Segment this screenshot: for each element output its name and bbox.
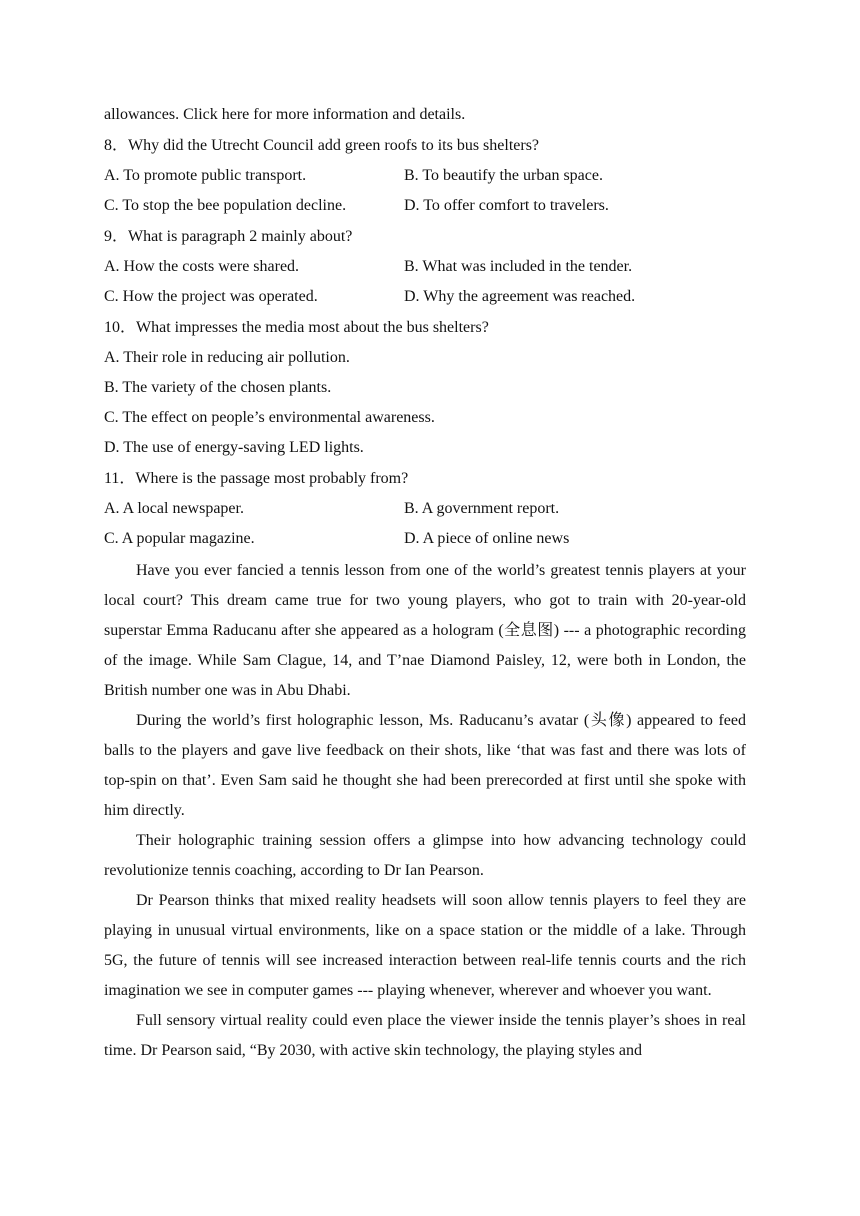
question-10-option-d[interactable]: D. The use of energy-saving LED lights.: [104, 439, 364, 456]
question-9-option-a[interactable]: A. How the costs were shared.: [104, 258, 300, 275]
question-8-options-row-1: [104, 161, 746, 191]
passage-paragraph-3: Their holographic training session offers a glimpse into how advancing technology could revolutionize tennis coaching, according to Dr Ian Pearson.: [104, 832, 746, 879]
reading-passage: [104, 556, 746, 1066]
question-11-option-a[interactable]: A. A local newspaper.: [104, 500, 244, 517]
passage-paragraph-4: Dr Pearson thinks that mixed reality headsets will soon allow tennis players to feel they are playing in unusual virtual environments, like on a space station or the middle of a lake. Through 5G, the future of tennis will see increased interaction between real-life tennis courts and the rich imagination we see in computer games --- playing whenever, wherever and whoever you want.: [104, 892, 746, 999]
question-11-options-row-1: [104, 494, 746, 524]
question-11-option-d[interactable]: D. A piece of online news: [404, 530, 570, 547]
question-8-option-b[interactable]: B. To beautify the urban space.: [404, 167, 603, 184]
passage-paragraph-5: Full sensory virtual reality could even place the viewer inside the tennis player’s shoes in real time. Dr Pearson said, “By 2030, with active skin technology, the playing styles and: [104, 1012, 746, 1059]
question-8-stem: 8．Why did the Utrecht Council add green roofs to its bus shelters?: [104, 137, 540, 154]
passage-paragraph-1: Have you ever fancied a tennis lesson from one of the world’s greatest tennis players at your local court? This dream came true for two young players, who got to train with 20-year-old superstar Emma Raducanu after she appeared as a hologram (全息图) --- a photographic recording of the image. While Sam Clague, 14, and T’nae Diamond Paisley, 12, were both in London, the British number one was in Abu Dhabi.: [104, 562, 746, 699]
question-8-options-row-2: [104, 191, 746, 221]
question-11-option-c[interactable]: C. A popular magazine.: [104, 530, 255, 547]
question-8-option-d[interactable]: D. To offer comfort to travelers.: [404, 197, 609, 214]
document-page: [104, 100, 746, 1066]
question-11-stem: 11．Where is the passage most probably from?: [104, 470, 409, 487]
question-9-option-b[interactable]: B. What was included in the tender.: [404, 258, 633, 275]
question-9-option-c[interactable]: C. How the project was operated.: [104, 288, 318, 305]
question-10-option-a[interactable]: A. Their role in reducing air pollution.: [104, 349, 350, 366]
lead-line: allowances. Click here for more information and details.: [104, 106, 466, 123]
question-11-options-row-2: [104, 524, 746, 554]
question-10-stem: 10．What impresses the media most about the bus shelters?: [104, 319, 489, 336]
question-9-options-row-1: [104, 252, 746, 282]
question-9-options-row-2: [104, 282, 746, 312]
question-9-stem: 9．What is paragraph 2 mainly about?: [104, 228, 353, 245]
question-9-option-d[interactable]: D. Why the agreement was reached.: [404, 288, 636, 305]
question-8-option-c[interactable]: C. To stop the bee population decline.: [104, 197, 347, 214]
question-11-option-b[interactable]: B. A government report.: [404, 500, 560, 517]
question-8-option-a[interactable]: A. To promote public transport.: [104, 167, 307, 184]
question-10-option-b[interactable]: B. The variety of the chosen plants.: [104, 379, 332, 396]
passage-paragraph-2: During the world’s first holographic lesson, Ms. Raducanu’s avatar (头像) appeared to feed balls to the players and gave live feedback on their shots, like ‘that was fast and there was lots of top-spin on that’. Even Sam said he thought she had been prerecorded at first until she spoke with him directly.: [104, 712, 746, 819]
question-10-option-c[interactable]: C. The effect on people’s environmental awareness.: [104, 409, 435, 426]
